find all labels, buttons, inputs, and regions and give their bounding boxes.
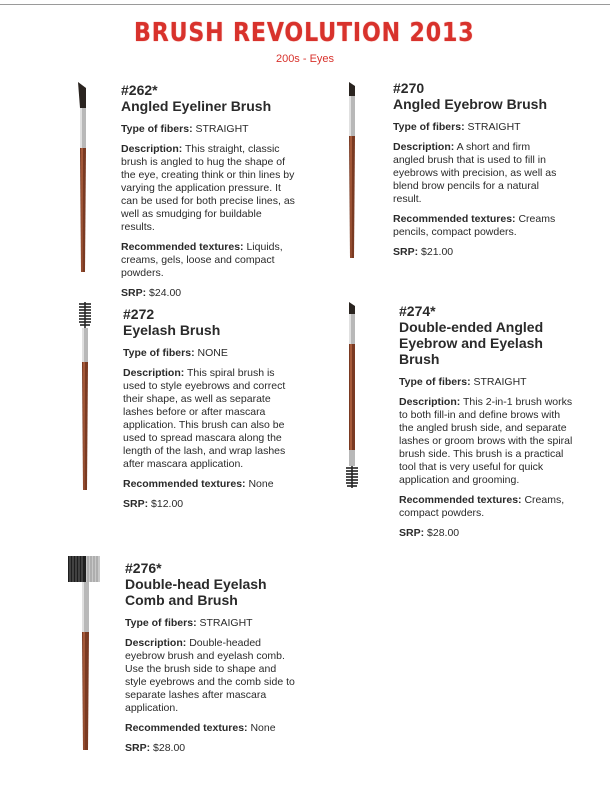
product-number: #272 <box>123 306 155 322</box>
description-label: Description: <box>125 637 187 649</box>
fibers-value: STRAIGHT <box>199 617 253 629</box>
textures-value: None <box>250 722 276 734</box>
product-name: Eyelash Brush <box>123 322 221 338</box>
double-ended-brush-image <box>342 300 362 492</box>
description-label: Description: <box>123 367 185 379</box>
fibers-label: Type of fibers: <box>399 376 471 388</box>
product-274 <box>399 303 574 547</box>
srp-label: SRP: <box>399 527 425 539</box>
product-272 <box>123 306 298 518</box>
eyelash-comb-brush-image <box>64 552 108 752</box>
description-text: A short and firm angled brush that is used to fill in eyebrows with precision, as well as blend brow pencils for a natural result. <box>393 141 557 205</box>
product-276 <box>125 560 300 762</box>
description-text: This spiral brush is used to style eyebrows and correct their shape, as well as separate lashes before or after mascara application. This brush can also be used to spread mascara along the length of the lash, and wrap lashes after mascara application. <box>123 367 286 470</box>
fibers-value: NONE <box>197 347 228 359</box>
product-name: Angled Eyeliner Brush <box>121 98 272 114</box>
srp-label: SRP: <box>125 742 151 754</box>
product-number: #262* <box>121 82 158 98</box>
srp-value: $28.00 <box>153 742 186 754</box>
description-label: Description: <box>393 141 455 153</box>
srp-value: $24.00 <box>149 287 182 299</box>
product-number: #274* <box>399 303 436 319</box>
srp-label: SRP: <box>393 246 419 258</box>
fibers-label: Type of fibers: <box>123 347 195 359</box>
angled-eyeliner-brush-image <box>70 80 100 275</box>
textures-label: Recommended textures: <box>393 213 516 225</box>
description-label: Description: <box>121 143 183 155</box>
product-name: Double-ended Angled Eyebrow and Eyelash Brush <box>399 319 544 367</box>
textures-value: Creams pencils, compact powders. <box>393 213 556 238</box>
fibers-label: Type of fibers: <box>121 123 193 135</box>
textures-label: Recommended textures: <box>125 722 248 734</box>
description-text: Double-headed eyebrow brush and eyelash comb. Use the brush side to shape and style eyebrows and the comb side to separate lashes after mascara application. <box>125 637 295 714</box>
page-title: BRUSH REVOLUTION 2013 <box>134 18 475 48</box>
srp-label: SRP: <box>123 498 149 510</box>
product-number: #270 <box>393 80 425 96</box>
fibers-label: Type of fibers: <box>125 617 197 629</box>
textures-value: Liquids, creams, gels, loose and compact powders. <box>121 241 283 279</box>
eyelash-brush-image <box>75 300 95 492</box>
product-number: #276* <box>125 560 162 576</box>
fibers-value: STRAIGHT <box>195 123 249 135</box>
srp-value: $28.00 <box>427 527 460 539</box>
srp-value: $12.00 <box>151 498 184 510</box>
textures-value: None <box>248 478 274 490</box>
description-text: This 2-in-1 brush works to both fill-in and define brows with the angled brush side, and separate lashes or groom brows with the spiral brush side. This brush is a practical tool that is very useful for quick application and grooming. <box>399 396 573 486</box>
product-270 <box>393 80 558 266</box>
angled-eyebrow-brush-image <box>342 80 362 260</box>
product-262 <box>121 82 297 307</box>
fibers-value: STRAIGHT <box>473 376 527 388</box>
top-rule <box>0 4 610 5</box>
description-label: Description: <box>399 396 461 408</box>
textures-label: Recommended textures: <box>121 241 244 253</box>
textures-label: Recommended textures: <box>123 478 246 490</box>
srp-value: $21.00 <box>421 246 454 258</box>
page-subtitle: 200s - Eyes <box>275 53 335 65</box>
fibers-value: STRAIGHT <box>467 121 521 133</box>
product-name: Angled Eyebrow Brush <box>393 96 548 112</box>
description-text: This straight, classic brush is angled to hug the shape of the eye, creating think or thin lines by varying the application pressure. It can be used for both precise lines, as well as smudging for buildable results. <box>121 143 295 233</box>
srp-label: SRP: <box>121 287 147 299</box>
fibers-label: Type of fibers: <box>393 121 465 133</box>
textures-label: Recommended textures: <box>399 494 522 506</box>
textures-value: Creams, compact powders. <box>399 494 565 519</box>
product-name: Double-head Eyelash Comb and Brush <box>125 576 267 608</box>
